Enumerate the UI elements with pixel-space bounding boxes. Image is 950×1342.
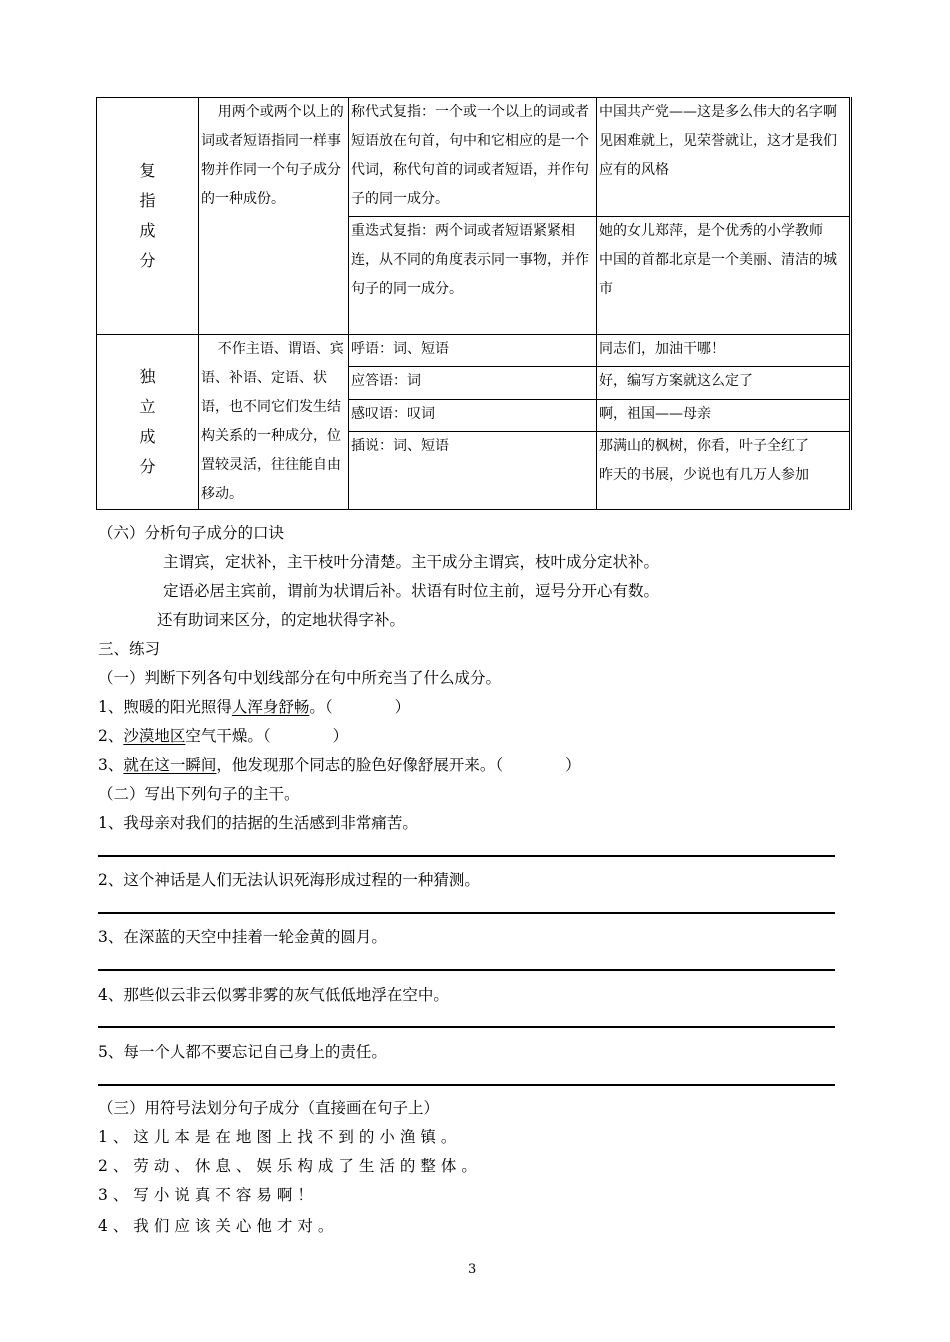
exercise-item: 1、这儿本是在地图上找不到的小渔镇。 [98, 1128, 462, 1146]
example-text: 见困难就上，见荣誉就让，这才是我们应有的风格 [599, 133, 837, 178]
category-char: 指 [139, 191, 156, 210]
example-cell: 同志们，加油干哪！ [597, 335, 851, 367]
exercise-item [98, 753, 581, 775]
answer-line[interactable] [98, 1084, 835, 1086]
exercise-item: 5、每一个人都不要忘记自己身上的责任。 [98, 1043, 387, 1061]
item-text: ，他发现那个同志的脸色好像舒展开来。（ [216, 756, 504, 774]
underlined-phrase: 就在这一瞬间 [123, 756, 217, 774]
item-text: ） [394, 698, 411, 716]
subtype-desc-cell: 插说：词、短语 [349, 431, 597, 509]
exercise-item: 2、这个神话是人们无法认识死海形成过程的一种猜测。 [98, 871, 480, 889]
part-heading: （二）写出下列句子的主干。 [98, 785, 300, 803]
section-heading: （六）分析句子成分的口诀 [98, 524, 285, 542]
table-row [97, 98, 851, 217]
subtype-desc-cell: 感叹语：叹词 [349, 399, 597, 431]
exercise-item [98, 695, 410, 717]
example-text: 中国共产党——这是多么伟大的名字啊 [599, 104, 837, 120]
table-row [97, 335, 851, 367]
item-text: ） [332, 727, 349, 745]
mnemonic-line: 定语必居主宾前，谓前为状谓后补。状语有时位主前，逗号分开心有数。 [163, 582, 660, 600]
answer-line[interactable] [98, 855, 835, 857]
subtype-desc-cell: 呼语：词、短语 [349, 335, 597, 367]
sentence-components-table [96, 97, 852, 510]
category-char: 复 [139, 161, 156, 180]
category-char: 独 [139, 367, 156, 386]
answer-line[interactable] [98, 1026, 835, 1028]
mnemonic-line: 主谓宾，定状补，主干枝叶分清楚。主干成分主谓宾，枝叶成分定状补。 [163, 553, 660, 571]
subtype-desc-cell: 称代式复指：一个或一个以上的词或者短语放在句首，句中和它相应的是一个代词，称代句首的词或者短语，并作句子的同一成分。 [349, 98, 597, 217]
example-cell [597, 98, 851, 217]
underlined-phrase: 人浑身舒畅 [231, 698, 310, 716]
part-heading: （三）用符号法划分句子成分（直接画在句子上） [98, 1099, 440, 1117]
practice-heading: 三、练习 [98, 640, 161, 658]
item-text: 空气干燥。（ [185, 727, 271, 745]
page-number: 3 [468, 1262, 477, 1277]
answer-line[interactable] [98, 912, 835, 914]
exercise-item: 4、那些似云非云似雾非雾的灰气低低地浮在空中。 [98, 986, 449, 1004]
exercise-item: 3、写小说真不容易啊！ [98, 1186, 318, 1204]
example-cell [597, 216, 851, 335]
answer-line[interactable] [98, 969, 835, 971]
example-text: 她的女儿郑萍，是个优秀的小学教师 [599, 222, 823, 239]
example-cell [597, 431, 851, 509]
exercise-item: 2、劳动、休息、娱乐构成了生活的整体。 [98, 1157, 482, 1175]
example-text: 那满山的枫树，你看，叶子全红了 [599, 437, 809, 454]
category-char: 立 [139, 397, 156, 416]
category-cell [97, 335, 199, 510]
example-cell: 啊，祖国——母亲 [597, 399, 851, 431]
underlined-phrase: 沙漠地区 [123, 727, 186, 745]
item-text: 。（ [309, 698, 333, 716]
part-heading: （一）判断下列各句中划线部分在句中所充当了什么成分。 [98, 669, 502, 687]
exercise-item: 1、我母亲对我们的拮据的生活感到非常痛苦。 [98, 814, 418, 832]
example-text: 昨天的书展，少说也有几万人参加 [599, 466, 809, 483]
subtype-desc-cell: 重迭式复指：两个词或者短语紧紧相连，从不同的角度表示同一事物，并作句子的同一成分。 [349, 216, 597, 335]
category-cell [97, 98, 199, 335]
definition-cell: 用两个或两个以上的词或者短语指同一样事物并作同一个句子成分的一种成份。 [199, 98, 349, 335]
category-char: 成 [139, 427, 156, 446]
exercise-item: 4、我们应该关心他才对。 [98, 1217, 339, 1235]
example-text: 中国的首都北京是一个美丽、清洁的城市 [599, 251, 837, 297]
item-number: 3、 [98, 756, 124, 774]
item-number: 1、 [98, 698, 124, 716]
example-cell: 好，编写方案就这么定了 [597, 367, 851, 399]
subtype-desc-cell: 应答语：词 [349, 367, 597, 399]
definition-cell: 不作主语、谓语、宾语、补语、定语、状语，也不同它们发生结构关系的一种成分，位置较灵活，往往能自由移动。 [199, 335, 349, 510]
mnemonic-line: 还有助词来区分，的定地状得字补。 [157, 611, 406, 629]
item-text: 煦暖的阳光照得 [123, 698, 232, 716]
category-char: 成 [139, 221, 156, 240]
exercise-item: 3、在深蓝的天空中挂着一轮金黄的圆月。 [98, 928, 387, 946]
item-text: ） [565, 756, 581, 774]
item-number: 2、 [98, 727, 124, 745]
exercise-item [98, 724, 348, 746]
category-char: 分 [139, 457, 156, 476]
category-char: 分 [139, 251, 156, 270]
